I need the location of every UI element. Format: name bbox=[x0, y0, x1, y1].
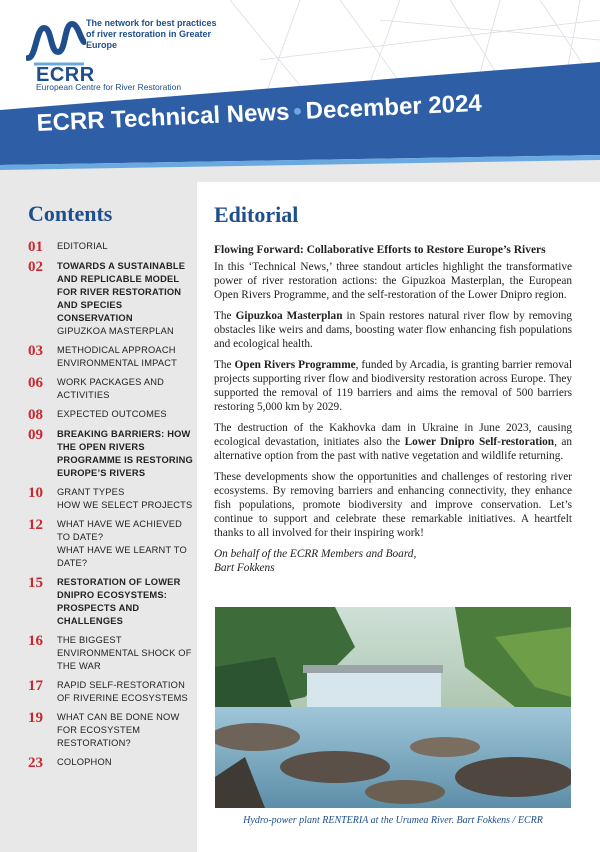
logo-text: ECRR bbox=[36, 64, 95, 86]
river-photo bbox=[215, 607, 571, 808]
toc-page-number: 09 bbox=[28, 427, 43, 443]
toc-label: EXPECTED OUTCOMES bbox=[57, 409, 167, 419]
toc-entry bbox=[57, 260, 193, 338]
toc-item[interactable] bbox=[28, 428, 193, 480]
toc-entry bbox=[57, 240, 193, 253]
ecrr-wave-logo-icon bbox=[26, 18, 86, 66]
toc-page-number: 16 bbox=[28, 633, 43, 649]
toc-item[interactable] bbox=[28, 260, 193, 338]
toc-label: RESTORATION OF LOWER DNIPRO ECOSYSTEMS: PROSPECTS AND CHALLENGES bbox=[57, 577, 181, 626]
toc-item[interactable] bbox=[28, 344, 193, 370]
toc-entry bbox=[57, 518, 193, 570]
toc-label: METHODICAL APPROACH bbox=[57, 345, 176, 355]
toc-entry bbox=[57, 711, 193, 750]
toc-entry bbox=[57, 679, 193, 705]
tagline: The network for best practices of river restoration in Greater Europe bbox=[86, 18, 217, 50]
toc-sublabel: WHAT HAVE WE LEARNT TO DATE? bbox=[57, 545, 187, 568]
editorial-heading: Editorial bbox=[214, 202, 299, 227]
toc-entry bbox=[57, 486, 193, 512]
photo-caption: Hydro-power plant RENTERIA at the Urumea River. Bart Fokkens / ECRR bbox=[243, 815, 543, 826]
paragraph-gipuzkoa: The Gipuzkoa Masterplan in Spain restores natural river flow by removing obstacles like weirs and dams, boosting water flow enhancing fish populations and ecological health. bbox=[214, 310, 573, 350]
toc-page-number: 23 bbox=[28, 755, 43, 771]
toc-sublabel: ENVIRONMENTAL IMPACT bbox=[57, 358, 178, 368]
toc-label: THE BIGGEST ENVIRONMENTAL SHOCK OF THE WAR bbox=[57, 635, 192, 671]
toc-label: COLOPHON bbox=[57, 757, 112, 767]
toc-entry bbox=[57, 408, 193, 421]
paragraph-dnipro: The destruction of the Kakhovka dam in Ukraine in June 2023, causing ecological devastation, initiates also the Lower Dnipro Self-restoration, an alternative option from the past with native vegetation and wildlife returning. bbox=[214, 422, 572, 462]
toc-item[interactable] bbox=[28, 679, 193, 705]
toc-entry bbox=[57, 376, 193, 402]
contents-heading: Contents bbox=[28, 201, 113, 226]
toc-item[interactable] bbox=[28, 576, 193, 628]
toc-item[interactable] bbox=[28, 376, 193, 402]
toc-item[interactable] bbox=[28, 240, 193, 254]
toc-entry bbox=[57, 756, 193, 769]
toc-sublabel: HOW WE SELECT PROJECTS bbox=[57, 500, 193, 510]
paragraph-intro: In this ‘Technical News,’ three standout articles highlight the transformative power of river restoration actions: the Gipuzkoa Masterplan, the European Open Rivers Programme, and the self-restoration of the Lower Dnipro region. bbox=[214, 261, 572, 301]
toc-item[interactable] bbox=[28, 408, 193, 422]
toc-sublabel: GIPUZKOA MASTERPLAN bbox=[57, 326, 174, 336]
toc-label: WORK PACKAGES AND ACTIVITIES bbox=[57, 377, 165, 400]
toc-label: TOWARDS A SUSTAINABLE AND REPLICABLE MODEL FOR RIVER RESTORATION AND SPECIES CONSERVATION bbox=[57, 261, 186, 323]
toc-label: EDITORIAL bbox=[57, 241, 108, 251]
toc-page-number: 06 bbox=[28, 375, 43, 391]
toc-entry bbox=[57, 344, 193, 370]
signature-line: On behalf of the ECRR Members and Board, bbox=[214, 548, 417, 560]
toc-entry bbox=[57, 428, 193, 480]
toc-entry bbox=[57, 634, 193, 673]
table-of-contents bbox=[28, 240, 193, 776]
toc-label: WHAT CAN BE DONE NOW FOR ECOSYSTEM RESTORATION? bbox=[57, 712, 180, 748]
toc-page-number: 10 bbox=[28, 485, 43, 501]
toc-label: BREAKING BARRIERS: HOW THE OPEN RIVERS PROGRAMME IS RESTORING EUROPE’S RIVERS bbox=[57, 429, 193, 478]
toc-page-number: 01 bbox=[28, 239, 43, 255]
toc-item[interactable] bbox=[28, 756, 193, 770]
newsletter-name: ECRR Technical News bbox=[36, 98, 290, 137]
toc-page-number: 19 bbox=[28, 710, 43, 726]
newsletter-date: December 2024 bbox=[305, 89, 483, 125]
toc-page-number: 15 bbox=[28, 575, 43, 591]
toc-label: RAPID SELF-RESTORATION OF RIVERINE ECOSYSTEMS bbox=[57, 680, 188, 703]
toc-item[interactable] bbox=[28, 711, 193, 750]
paragraph-open-rivers: The Open Rivers Programme, funded by Arcadia, is granting barrier removal projects supporting river flow and biodiversity restoration across Europe. They supported the removal of 119 barriers and aims the removal of 500 barriers restoring 5,000 km by 2029. bbox=[214, 359, 573, 413]
toc-entry bbox=[57, 576, 193, 628]
logo-subtitle: European Centre for River Restoration bbox=[36, 82, 182, 92]
toc-page-number: 17 bbox=[28, 678, 43, 694]
paragraph-closing: These developments show the opportunities and challenges of restoring river ecosystems. By removing barriers and enhancing connectivity, they enhance fish populations, promote biodiversity and improve conservation. Let’s continue to support and celebrate these remarkable initiatives. A heartfelt thanks to all involved for their inspiring work! bbox=[214, 471, 572, 539]
toc-page-number: 02 bbox=[28, 259, 43, 275]
toc-label: WHAT HAVE WE ACHIEVED TO DATE? bbox=[57, 519, 183, 542]
toc-item[interactable] bbox=[28, 634, 193, 673]
editorial-section bbox=[214, 200, 572, 575]
toc-page-number: 12 bbox=[28, 517, 43, 533]
toc-item[interactable] bbox=[28, 486, 193, 512]
toc-page-number: 03 bbox=[28, 343, 43, 359]
toc-label: GRANT TYPES bbox=[57, 487, 125, 497]
toc-page-number: 08 bbox=[28, 407, 43, 423]
title-separator: • bbox=[292, 97, 303, 126]
editorial-subtitle: Flowing Forward: Collaborative Efforts to Restore Europe’s Rivers bbox=[214, 244, 546, 256]
toc-item[interactable] bbox=[28, 518, 193, 570]
signature-name: Bart Fokkens bbox=[214, 562, 275, 574]
